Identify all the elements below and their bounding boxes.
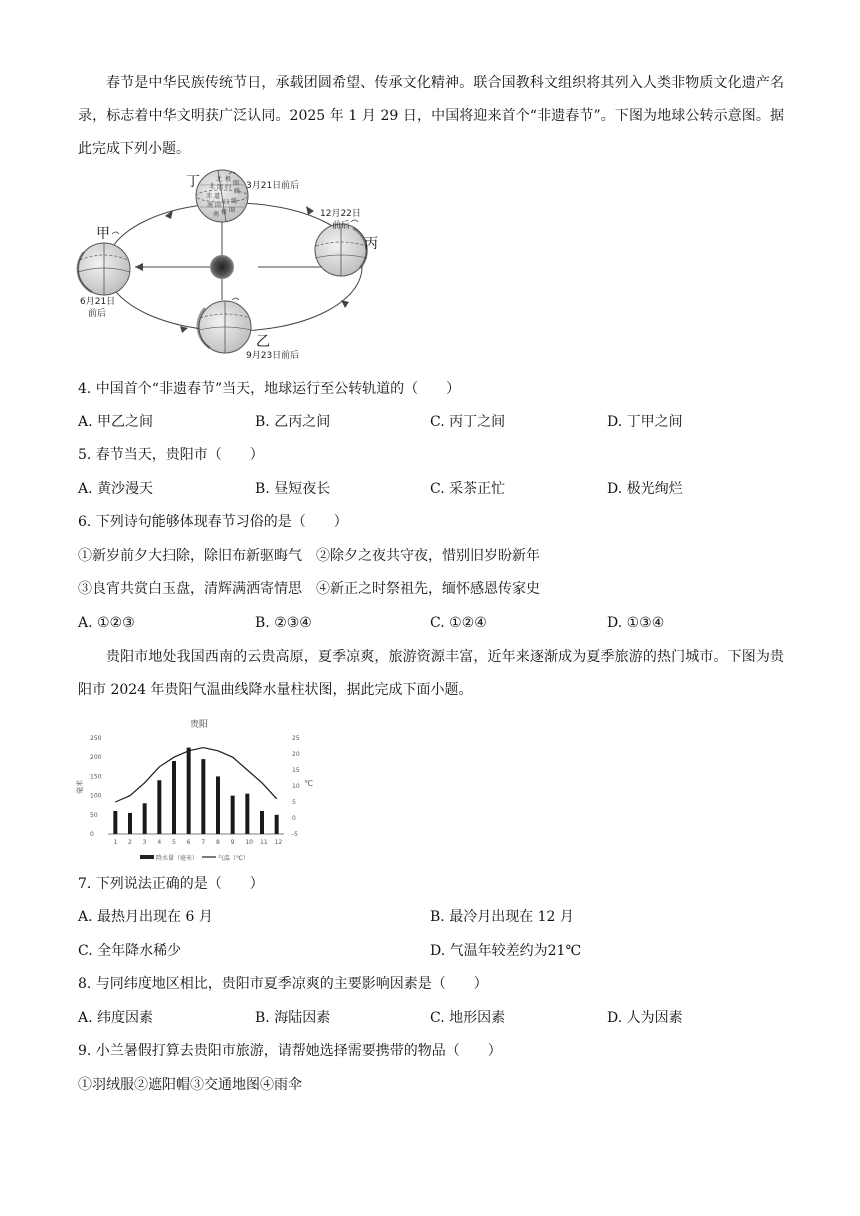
q7-option-a[interactable]: A. 最热月出现在 6 月 <box>78 909 213 925</box>
globe-label-char: 回 <box>215 202 222 209</box>
globe-label-char: 南 <box>213 211 220 218</box>
globe-label-char: 归 <box>223 199 230 206</box>
q6-option-c[interactable]: C. ①②④ <box>430 615 487 631</box>
globe-label-char: 北 <box>209 183 216 190</box>
globe-jia-icon <box>78 243 130 295</box>
question-7-stem: 7. 下列说法正确的是（ ） <box>78 876 264 892</box>
y-tick-label: 200 <box>90 754 102 762</box>
globe-label-char: 道 <box>214 193 221 200</box>
y2-tick-label: 15 <box>292 767 300 774</box>
y2-axis-label: ℃ <box>304 779 313 788</box>
q6-statements-line-2: ③良宵共赏白玉盘，清辉满洒寄情思 ④新正之时祭祖先，缅怀感恩传家史 <box>78 581 540 597</box>
y2-tick-label: 20 <box>292 751 300 758</box>
x-tick-label: 8 <box>216 839 220 846</box>
intro-paragraph-guiyang: 贵阳市地处我国西南的云贵高原，夏季凉爽，旅游资源丰富，近年来逐渐成为夏季旅游的热门城市。下图为贵阳市 2024 年贵阳气温曲线降水量柱状图，据此完成下面小题。 <box>78 649 784 698</box>
y2-tick-label: 10 <box>292 783 300 790</box>
globe-label-char: 南 <box>207 202 214 209</box>
q6-option-d[interactable]: D. ①③④ <box>607 615 665 631</box>
q4-option-d[interactable]: D. 丁甲之间 <box>607 414 683 430</box>
question-8-stem: 8. 与同纬度地区相比，贵阳市夏季凉爽的主要影响因素是（ ） <box>78 976 488 992</box>
precip-bar <box>201 759 205 834</box>
q4-option-a[interactable]: A. 甲乙之间 <box>78 414 154 430</box>
precip-bar <box>187 748 191 834</box>
globe-bing-icon <box>315 224 367 276</box>
question-9-stem: 9. 小兰暑假打算去贵阳市旅游，请帮她选择需要携带的物品（ ） <box>78 1043 502 1059</box>
legend-precip-label: 降水量（毫米） <box>156 855 199 862</box>
q5-option-a[interactable]: A. 黄沙漫天 <box>78 481 154 497</box>
date-sept-23: 9月23日前后 <box>246 351 300 361</box>
globe-label-char: 线 <box>231 198 238 205</box>
globe-label-char: 圈 <box>229 207 236 214</box>
x-tick-label: 2 <box>128 839 132 846</box>
earth-revolution-diagram <box>70 168 390 368</box>
x-tick-label: 9 <box>230 839 235 846</box>
precip-bar <box>113 811 117 834</box>
precip-bar <box>275 815 279 834</box>
globe-label-char: 归 <box>225 184 232 191</box>
precip-bar <box>216 776 220 834</box>
y-axis-label: 毫米 <box>76 780 84 794</box>
y2-tick-label: 0 <box>292 815 296 822</box>
x-tick-label: 1 <box>113 839 118 846</box>
q9-items-line: ①羽绒服②遮阳帽③交通地图④雨伞 <box>78 1077 302 1093</box>
globe-label-char: 圈 <box>233 180 240 187</box>
q7-option-b[interactable]: B. 最冷月出现在 12 月 <box>430 909 574 925</box>
label-bing: 丙 <box>364 236 378 252</box>
q8-option-c[interactable]: C. 地形因素 <box>430 1010 506 1026</box>
x-tick-label: 3 <box>142 839 147 846</box>
q5-option-c[interactable]: C. 采茶正忙 <box>430 481 506 497</box>
legend-temp-label: 气温（℃） <box>218 855 249 862</box>
q7-option-d[interactable]: D. 气温年较差约为21℃ <box>430 943 582 959</box>
y-tick-label: 50 <box>90 811 98 819</box>
y-tick-label: 0 <box>90 831 94 838</box>
x-tick-label: 10 <box>245 839 253 846</box>
question-4-stem: 4. 中国首个“非遗春节”当天，地球运行至公转轨道的（ ） <box>78 381 461 397</box>
precip-bar <box>143 803 147 834</box>
chart-title: 贵阳 <box>190 720 209 730</box>
q8-option-b[interactable]: B. 海陆因素 <box>255 1010 331 1026</box>
guiyang-climate-chart <box>76 714 313 864</box>
date-june-21-line1: 6月21日 <box>80 297 116 307</box>
y-tick-label: 100 <box>90 792 102 800</box>
q5-option-d[interactable]: D. 极光绚烂 <box>607 481 683 497</box>
date-june-21-line2: 前后 <box>88 309 107 319</box>
intro-paragraph-spring-festival: 春节是中华民族传统节日，承载团圆希望、传承文化精神。联合国教科文组织将其列入人类非物质文化遗产名录，标志着中华文明获广泛认同。2025 年 1 月 29 日，中国将迎来首个“非遗春节”。下图为地球公转示意图。据此完成下列小题。 <box>78 75 784 157</box>
globe-label-char: 回 <box>217 184 224 191</box>
date-march-21: 3月21日前后 <box>246 181 300 191</box>
x-tick-label: 12 <box>274 839 283 846</box>
q8-option-a[interactable]: A. 纬度因素 <box>78 1010 154 1026</box>
y-tick-label: 150 <box>90 773 102 781</box>
y2-tick-label: 5 <box>292 799 296 806</box>
q7-option-c[interactable]: C. 全年降水稀少 <box>78 943 182 959</box>
sun-icon <box>210 255 234 279</box>
q5-option-b[interactable]: B. 昼短夜长 <box>255 481 331 497</box>
globe-label-char: 北 <box>216 176 223 183</box>
precip-bar <box>245 794 249 834</box>
q8-option-d[interactable]: D. 人为因素 <box>607 1010 683 1026</box>
question-6-stem: 6. 下列诗句能够体现春节习俗的是（ ） <box>78 514 348 530</box>
legend-bar-swatch <box>140 855 154 859</box>
precip-bar <box>260 811 264 834</box>
precip-bar <box>172 761 176 834</box>
y-tick-label: 250 <box>90 735 102 742</box>
y2-tick-label: 25 <box>292 735 300 742</box>
precip-bar <box>128 813 132 834</box>
date-dec-22-line1: 12月22日 <box>320 209 361 219</box>
label-yi: 乙 <box>256 334 270 350</box>
globe-label-char: 赤 <box>206 193 213 200</box>
question-5-stem: 5. 春节当天，贵阳市（ ） <box>78 447 264 463</box>
temperature-line <box>115 748 276 802</box>
y2-tick-label: -5 <box>292 831 298 838</box>
globe-label-char: 极 <box>221 209 228 216</box>
label-jia: 甲 <box>96 226 110 242</box>
globe-label-char: 极 <box>225 176 232 183</box>
q4-option-c[interactable]: C. 丙丁之间 <box>430 414 506 430</box>
q6-option-b[interactable]: B. ②③④ <box>255 615 312 631</box>
globe-label-char: 线 <box>234 188 241 195</box>
q4-option-b[interactable]: B. 乙丙之间 <box>255 414 331 430</box>
precip-bar <box>157 780 161 834</box>
x-tick-label: 5 <box>172 839 176 846</box>
x-tick-label: 7 <box>201 839 206 846</box>
x-tick-label: 4 <box>157 839 162 846</box>
globe-yi-icon <box>198 301 251 353</box>
q6-statements-line-1: ①新岁前夕大扫除，除旧布新驱晦气 ②除夕之夜共守夜，惜别旧岁盼新年 <box>78 548 540 564</box>
date-dec-22-line2: 前后 <box>332 221 351 231</box>
label-ding: 丁 <box>186 174 200 190</box>
chart-legend <box>140 854 249 862</box>
precip-bar <box>231 796 235 834</box>
x-tick-label: 6 <box>186 839 191 846</box>
x-tick-label: 11 <box>260 839 268 846</box>
q6-option-a[interactable]: A. ①②③ <box>78 615 135 631</box>
